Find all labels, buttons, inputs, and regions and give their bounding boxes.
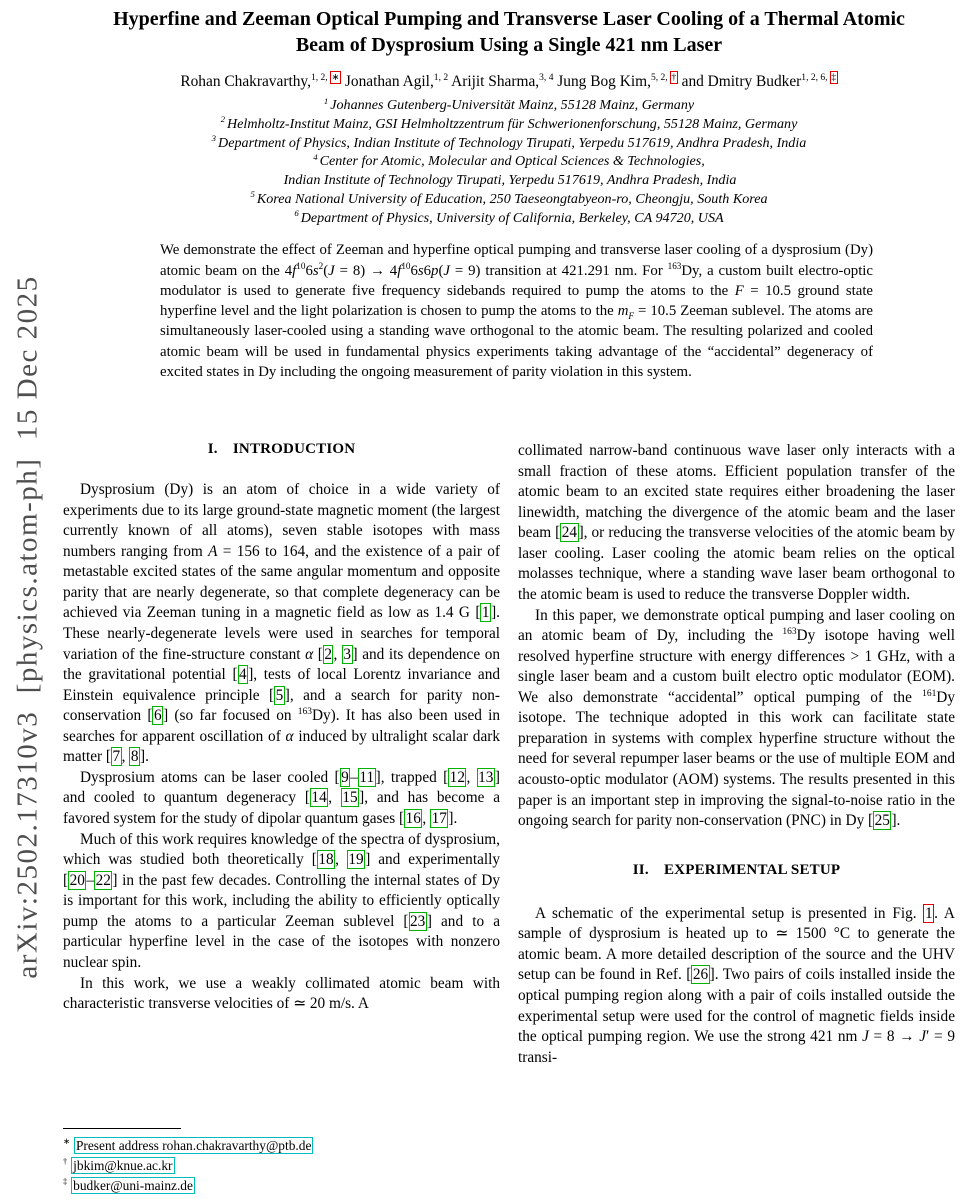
email-link[interactable]: budker@uni-mainz.de: [73, 1177, 193, 1193]
footnote-symbol: ‡: [63, 1177, 68, 1187]
section-heading-experimental-setup: II. EXPERIMENTAL SETUP: [632, 861, 841, 878]
affiliation-text: Indian Institute of Technology Tirupati, Yerpedu 517619, Andhra Pradesh, India: [283, 172, 737, 189]
affiliation-text: Helmholtz-Institut Mainz, GSI Helmholtzzentrum für Schwerionenforschung, 55128 Mainz, Germany: [227, 115, 798, 132]
citation-link[interactable]: 18: [318, 851, 334, 869]
footnote-symbol: ∗: [63, 1137, 70, 1147]
paper-content: [63, 0, 956, 1193]
affiliation-text: Center for Atomic, Molecular and Optical Sciences & Technologies,: [319, 153, 705, 170]
affiliation-text: Johannes Gutenberg-Universität Mainz, 55128 Mainz, Germany: [330, 97, 695, 114]
citation-link[interactable]: 6: [153, 707, 162, 725]
citation-link[interactable]: 22: [95, 871, 111, 889]
paragraph: In this paper, we demonstrate optical pumping and laser cooling on an atomic beam of Dy, including the $^{163}$Dy isotope having well resolved hyperfine structure with energy differences > 1 GHz, with a single laser beam and a custom built electro optic modulator (EOM). We also demonstrate “accidental” optical pumping of the $^{161}$Dy isotope. The technique adopted in this work can facilitate state preparation in systems with complex hyperfine structure without the need for several repumper laser beams or the use of multiple EOM and acousto-optic modulator (AOM) systems. The results presented in this paper is an important step in improving the signal-to-noise ratio in the ongoing search for parity non-conservation (PNC) in Dy [25].: [518, 606, 956, 830]
footnote-text: [74, 1137, 313, 1154]
citation-link[interactable]: 20: [69, 871, 85, 889]
citation-link[interactable]: 3: [343, 645, 352, 663]
citation-link[interactable]: 25: [874, 812, 890, 830]
paper-title: Hyperfine and Zeeman Optical Pumping and Transverse Laser Cooling of a Thermal Atomic Beam of Dysprosium Using a Single 421 nm Laser: [113, 8, 905, 56]
citation-link[interactable]: 23: [410, 912, 426, 930]
citation-link[interactable]: 7: [112, 748, 121, 766]
citation-link[interactable]: 12: [449, 768, 465, 786]
internal-ref-link[interactable]: †: [671, 72, 677, 84]
affiliation-number: 4: [313, 151, 318, 162]
footnote-text: [71, 1177, 195, 1194]
footnote-symbol: †: [63, 1157, 68, 1167]
footnotes-block: [63, 1128, 500, 1200]
affiliation-line: [63, 96, 955, 115]
citation-link[interactable]: 19: [348, 851, 364, 869]
citation-link[interactable]: 9: [341, 768, 349, 786]
internal-ref-link[interactable]: 1: [924, 904, 933, 922]
citation-link[interactable]: 16: [405, 810, 421, 827]
affiliation-text: Department of Physics, Indian Institute of Technology Tirupati, Yerpedu 517619, Andhra Pradesh, India: [218, 134, 807, 151]
affiliation-number: 5: [250, 189, 255, 200]
footnote-rule: [63, 1128, 181, 1129]
affiliation-line: [63, 209, 955, 228]
citation-link[interactable]: 11: [359, 768, 375, 786]
footnote-line: [63, 1156, 500, 1176]
email-link[interactable]: Present address rohan.chakravarthy@ptb.de: [75, 1137, 312, 1153]
paragraph: A schematic of the experimental setup is presented in Fig. 1. A sample of dysprosium is heated up to ≃ 1500 °C to generate the atomic beam. A more detailed description of the source and the UHV setup can be found in Ref. [26]. Two pairs of coils installed inside the optical pumping region along with a pair of coils installed outside the experimental setup were used for the control of magnetic fields inside the optical pumping region. We use the strong 421 nm J = 8 → J′ = 9 transi-: [518, 904, 956, 1066]
paragraph: Much of this work requires knowledge of the spectra of dysprosium, which was studied both theoretically [18, 19] and experimentally [20–22] in the past few decades. Controlling the internal states of Dy is important for this work, including the ability to efficiently optically pump the atoms to a particular Zeeman sublevel [23] and to a particular hyperfine level in the case of the isotopes with nonzero nuclear spin.: [63, 830, 501, 971]
affiliation-line: [63, 134, 955, 153]
citation-link[interactable]: 2: [324, 645, 332, 663]
affiliation-text: Department of Physics, University of California, Berkeley, CA 94720, USA: [300, 209, 724, 226]
authors-line: Rohan Chakravarthy,$^{1, 2, ∗}$ Jonathan Agil,$^{1, 2}$ Arijit Sharma,$^{3, 4}$ Jung Bog Kim,$^{5, 2, \dagger}$ and Dmitry Budker$^{1, 2, 6, \ddagger}$: [180, 72, 837, 91]
affiliation-text: Korea National University of Education, 250 Taeseongtabyeon-ro, Cheongju, South Korea: [256, 190, 768, 207]
abstract: We demonstrate the effect of Zeeman and hyperfine optical pumping and transverse laser cooling of a dysprosium (Dy) atomic beam on the $4f^{10}6s^2(J = 8) \to 4f^{10}6s6p(J = 9)$ transition at 421.291 nm. For $^{163}$Dy, a custom built electro-optic modulator is used to generate five frequency sidebands required to pump the atoms to the F = 10.5 ground state hyperfine level and the light polarization is chosen to pump the atoms to the $m_F = 10.5$ Zeeman sublevel. The atoms are simultaneously laser-cooled using a standing wave orthogonal to the atomic beam. The resulting polarized and cooled atomic beam will be used in fundamental physics experiments taking advantage of the “accidental” degeneracy of excited states in Dy including the ongoing measurement of parity violation in this system.: [160, 242, 873, 380]
footnote-line: [63, 1136, 500, 1156]
citation-link[interactable]: 14: [311, 789, 327, 807]
citation-link[interactable]: 17: [431, 810, 447, 827]
citation-link[interactable]: 8: [130, 748, 139, 766]
affiliations-block: [63, 96, 955, 227]
affiliation-line: [63, 152, 955, 171]
paragraph: In this work, we use a weakly collimated atomic beam with characteristic transverse velocities of ≃ 20 m/s. A: [63, 974, 500, 1013]
two-column-body: [63, 441, 955, 1200]
paragraph: Dysprosium (Dy) is an atom of choice in a wide variety of experiments due to its large ground-state magnetic moment (the largest currently known of all atoms), seven stable isotopes with mass numbers ranging from A = 156 to 164, and the existence of a pair of metastable excited states of the same angular momentum and opposite parity that are nearly degenerate, so that complete degeneracy can be achieved via Zeeman tuning in a magnetic field as low as 1.4 G [1]. These nearly-degenerate levels were used in searches for temporal variation of the fine-structure constant α [2, 3] and its dependence on the gravitational potential [4], tests of local Lorentz invariance and Einstein equivalence principle [5], and a search for parity non-conservation [6] (so far focused on $^{163}$Dy). It has also been used in searches for apparent oscillation of α induced by ultralight scalar dark matter [7, 8].: [63, 481, 501, 766]
internal-ref-link[interactable]: ∗: [331, 72, 340, 84]
citation-link[interactable]: 13: [478, 768, 494, 786]
affiliation-line: [63, 171, 955, 190]
footnote-text: [71, 1157, 174, 1174]
affiliation-number: 6: [294, 207, 299, 218]
column-right: [518, 441, 955, 1200]
citation-link[interactable]: 4: [239, 666, 247, 684]
section-heading-introduction: I. INTRODUCTION: [207, 441, 356, 457]
citation-link[interactable]: 26: [692, 966, 709, 984]
footnote-line: [63, 1176, 500, 1196]
paragraph: collimated narrow-band continuous wave laser only interacts with a small fraction of these atoms. Efficient population transfer of the atomic beam to an excited state requires either broadening the laser linewidth, matching the divergence of the atomic beam and the laser beam [24], or reducing the transverse velocities of the atomic beam by laser cooling. Laser cooling the atomic beam relies on the optical molasses technique, where a standing wave laser beam orthogonal to the atomic beam is used to reduce the transverse Doppler width.: [518, 442, 955, 603]
affiliation-number: 2: [220, 114, 225, 125]
internal-ref-link[interactable]: ‡: [831, 72, 837, 84]
citation-link[interactable]: 5: [275, 686, 284, 704]
email-link[interactable]: jbkim@knue.ac.kr: [73, 1157, 173, 1173]
citation-link[interactable]: 1: [481, 604, 490, 622]
affiliation-line: [63, 190, 955, 209]
column-left: [63, 441, 500, 1200]
affiliation-number: 3: [211, 132, 217, 143]
citation-link[interactable]: 15: [342, 789, 358, 807]
citation-link[interactable]: 24: [561, 524, 578, 542]
affiliation-number: 1: [323, 95, 329, 106]
paragraph: Dysprosium atoms can be laser cooled [9–11], trapped [12, 13] and cooled to quantum degeneracy [14, 15], and has become a favored system for the study of dipolar quantum gases [16, 17].: [63, 768, 501, 827]
affiliation-line: [63, 115, 955, 134]
arxiv-stamp: arXiv:2502.17310v3 [physics.atom-ph] 15 Dec 2025: [11, 275, 44, 979]
